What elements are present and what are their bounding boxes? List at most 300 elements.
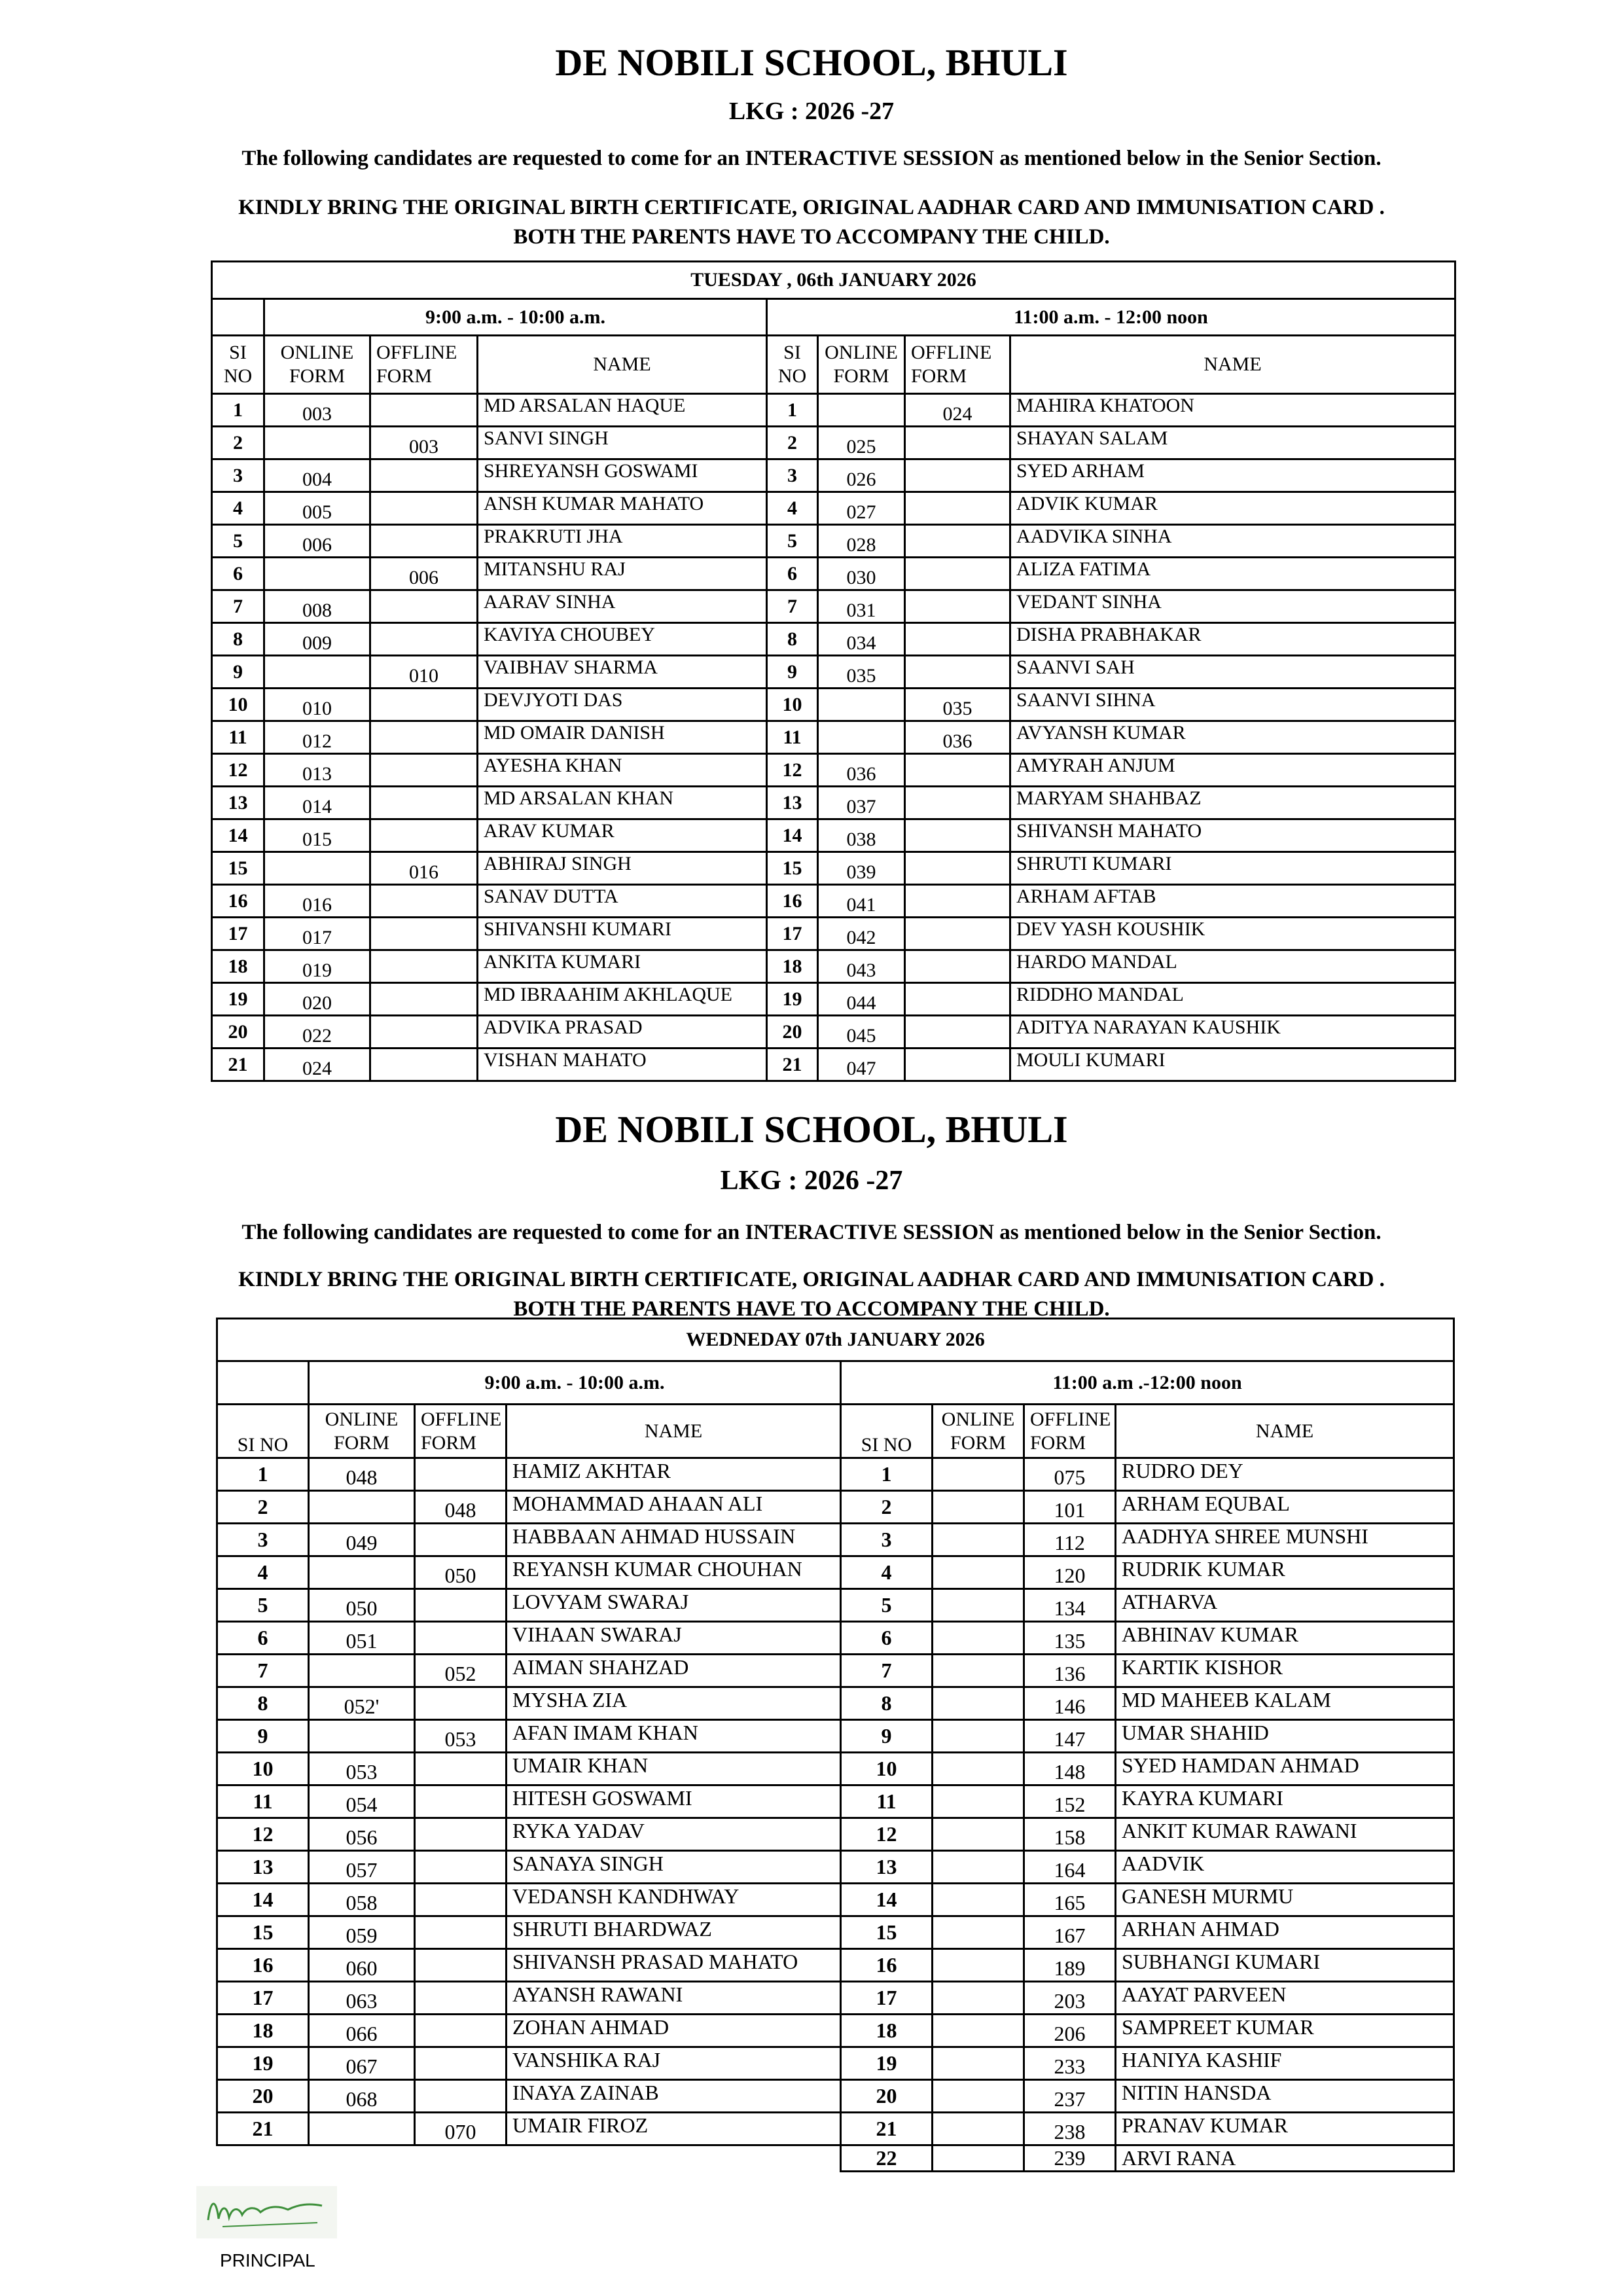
offline-form-cell <box>905 852 1010 885</box>
online-form-cell <box>933 2113 1024 2145</box>
offline-form-cell: 158 <box>1024 1818 1116 1851</box>
candidate-name-cell: AYESHA KHAN <box>478 754 767 787</box>
si-no-cell: 16 <box>841 1949 933 1982</box>
si-no-cell: 17 <box>841 1982 933 2015</box>
table-row <box>217 1818 1454 1851</box>
offline-form-cell: 238 <box>1024 2113 1116 2145</box>
si-no-header: SI NO <box>212 336 264 394</box>
offline-form-cell <box>370 721 478 754</box>
online-form-cell: 024 <box>264 1049 370 1081</box>
offline-form-cell <box>370 459 478 492</box>
si-no-cell: 8 <box>217 1687 309 1720</box>
si-no-cell: 6 <box>217 1622 309 1655</box>
si-no-cell: 1 <box>767 394 818 427</box>
school-title-2: DE NOBILI SCHOOL, BHULI <box>555 1108 1068 1151</box>
online-form-cell <box>309 1720 415 1753</box>
table-row <box>217 1556 1454 1589</box>
candidate-name-cell: AADVIK <box>1116 1851 1454 1884</box>
si-no-header: SI NO <box>841 1405 933 1458</box>
online-form-cell <box>933 2145 1024 2172</box>
online-form-cell <box>309 2113 415 2145</box>
candidate-name-cell: VIHAAN SWARAJ <box>507 1622 841 1655</box>
slot-heading-late: 11:00 a.m .-12:00 noon <box>841 1361 1454 1405</box>
candidate-name-cell: AVYANSH KUMAR <box>1010 721 1455 754</box>
offline-form-cell: 024 <box>905 394 1010 427</box>
online-form-header: ONLINE FORM <box>264 336 370 394</box>
si-no-cell: 17 <box>217 1982 309 2015</box>
offline-form-cell: 135 <box>1024 1622 1116 1655</box>
online-form-cell <box>933 1655 1024 1687</box>
online-form-cell: 022 <box>264 1016 370 1049</box>
offline-form-cell <box>905 819 1010 852</box>
si-no-cell: 19 <box>217 2047 309 2080</box>
si-no-cell: 6 <box>841 1622 933 1655</box>
si-no-cell: 3 <box>217 1524 309 1556</box>
class-title-2: LKG : 2026 -27 <box>720 1166 903 1196</box>
offline-form-cell <box>415 1753 507 1785</box>
day-heading: TUESDAY , 06th JANUARY 2026 <box>212 262 1455 299</box>
offline-form-cell <box>370 754 478 787</box>
table-row <box>217 1458 1454 1491</box>
candidate-name-cell: ANSH KUMAR MAHATO <box>478 492 767 525</box>
online-form-cell: 068 <box>309 2080 415 2113</box>
candidate-name-cell: SHIVANSH MAHATO <box>1010 819 1455 852</box>
si-no-header: SI NO <box>767 336 818 394</box>
online-form-cell: 031 <box>818 590 905 623</box>
offline-form-cell <box>905 525 1010 558</box>
online-form-cell: 063 <box>309 1982 415 2015</box>
offline-form-cell <box>370 1016 478 1049</box>
si-no-cell: 13 <box>767 787 818 819</box>
table-row <box>212 394 1455 427</box>
table-row <box>212 590 1455 623</box>
si-no-cell: 9 <box>217 1720 309 1753</box>
si-no-cell: 1 <box>841 1458 933 1491</box>
si-no-cell: 12 <box>767 754 818 787</box>
si-no-cell: 19 <box>767 983 818 1016</box>
offline-form-cell <box>370 918 478 950</box>
offline-form-cell: 152 <box>1024 1785 1116 1818</box>
empty-cell <box>217 2145 309 2172</box>
si-no-cell: 12 <box>217 1818 309 1851</box>
si-no-cell: 2 <box>212 427 264 459</box>
offline-form-header: OFFLINE FORM <box>370 336 478 394</box>
si-no-cell: 15 <box>767 852 818 885</box>
online-form-cell: 060 <box>309 1949 415 1982</box>
candidate-name-cell: ARHAM AFTAB <box>1010 885 1455 918</box>
online-form-cell <box>264 656 370 689</box>
online-form-cell <box>933 1720 1024 1753</box>
online-form-cell <box>933 1916 1024 1949</box>
empty-cell <box>507 2145 841 2172</box>
table-row <box>217 1785 1454 1818</box>
candidate-name-cell: MD MAHEEB KALAM <box>1116 1687 1454 1720</box>
online-form-cell <box>933 1818 1024 1851</box>
candidate-name-cell: MD IBRAAHIM AKHLAQUE <box>478 983 767 1016</box>
offline-form-cell <box>370 1049 478 1081</box>
online-form-cell <box>818 394 905 427</box>
candidate-name-cell: VEDANSH KANDHWAY <box>507 1884 841 1916</box>
offline-form-cell <box>370 950 478 983</box>
candidate-name-cell: MOULI KUMARI <box>1010 1049 1455 1081</box>
si-no-cell: 21 <box>841 2113 933 2145</box>
candidate-name-cell: ARHAN AHMAD <box>1116 1916 1454 1949</box>
si-no-cell: 5 <box>841 1589 933 1622</box>
si-no-cell: 10 <box>217 1753 309 1785</box>
table-row <box>212 689 1455 721</box>
si-no-cell: 3 <box>212 459 264 492</box>
online-form-cell: 053 <box>309 1753 415 1785</box>
online-form-cell: 052' <box>309 1687 415 1720</box>
si-no-cell: 5 <box>212 525 264 558</box>
table-row <box>217 1982 1454 2015</box>
offline-form-cell <box>415 1884 507 1916</box>
si-no-cell: 18 <box>841 2015 933 2047</box>
candidate-name-cell: RUDRO DEY <box>1116 1458 1454 1491</box>
si-no-cell: 11 <box>212 721 264 754</box>
offline-form-cell: 048 <box>415 1491 507 1524</box>
offline-form-cell: 035 <box>905 689 1010 721</box>
table-row <box>217 1916 1454 1949</box>
si-no-cell: 9 <box>212 656 264 689</box>
si-no-cell: 15 <box>841 1916 933 1949</box>
offline-form-cell <box>415 1916 507 1949</box>
online-form-cell <box>933 2047 1024 2080</box>
candidate-name-cell: ABHIRAJ SINGH <box>478 852 767 885</box>
online-form-cell: 003 <box>264 394 370 427</box>
candidate-name-cell: GANESH MURMU <box>1116 1884 1454 1916</box>
si-no-cell: 14 <box>841 1884 933 1916</box>
candidate-name-cell: AARAV SINHA <box>478 590 767 623</box>
si-no-cell: 13 <box>217 1851 309 1884</box>
candidate-name-cell: AADHYA SHREE MUNSHI <box>1116 1524 1454 1556</box>
candidate-name-cell: HABBAAN AHMAD HUSSAIN <box>507 1524 841 1556</box>
online-form-cell <box>818 721 905 754</box>
offline-form-cell <box>370 492 478 525</box>
si-no-cell: 9 <box>841 1720 933 1753</box>
online-form-cell <box>933 1491 1024 1524</box>
offline-form-cell <box>370 819 478 852</box>
online-form-cell <box>933 1622 1024 1655</box>
online-form-cell: 047 <box>818 1049 905 1081</box>
online-form-cell: 012 <box>264 721 370 754</box>
si-no-cell: 7 <box>767 590 818 623</box>
si-no-cell: 7 <box>841 1655 933 1687</box>
online-form-header: ONLINE FORM <box>309 1405 415 1458</box>
online-form-cell <box>933 1556 1024 1589</box>
day-heading: WEDNEDAY 07th JANUARY 2026 <box>217 1319 1454 1361</box>
si-no-header: SI NO <box>217 1405 309 1458</box>
offline-form-cell: 167 <box>1024 1916 1116 1949</box>
offline-form-cell <box>415 1818 507 1851</box>
offline-form-cell <box>415 1687 507 1720</box>
candidate-name-cell: SHRUTI KUMARI <box>1010 852 1455 885</box>
online-form-cell: 045 <box>818 1016 905 1049</box>
si-no-cell: 8 <box>841 1687 933 1720</box>
offline-form-cell: 134 <box>1024 1589 1116 1622</box>
table-row <box>217 1655 1454 1687</box>
candidate-name-cell: KARTIK KISHOR <box>1116 1655 1454 1687</box>
si-no-cell: 5 <box>217 1589 309 1622</box>
online-form-cell: 041 <box>818 885 905 918</box>
candidate-name-cell: SHAYAN SALAM <box>1010 427 1455 459</box>
online-form-cell <box>933 1687 1024 1720</box>
online-form-cell: 067 <box>309 2047 415 2080</box>
offline-form-cell <box>905 427 1010 459</box>
online-form-cell <box>933 1753 1024 1785</box>
school-title-1: DE NOBILI SCHOOL, BHULI <box>555 41 1068 84</box>
offline-form-cell <box>415 2080 507 2113</box>
online-form-cell: 039 <box>818 852 905 885</box>
offline-form-cell: 112 <box>1024 1524 1116 1556</box>
offline-form-header: OFFLINE FORM <box>1024 1405 1116 1458</box>
si-no-cell: 17 <box>212 918 264 950</box>
si-no-cell: 3 <box>841 1524 933 1556</box>
candidate-name-cell: KAYRA KUMARI <box>1116 1785 1454 1818</box>
offline-form-cell <box>905 492 1010 525</box>
online-form-cell: 037 <box>818 787 905 819</box>
si-no-cell: 11 <box>767 721 818 754</box>
table-row <box>217 1589 1454 1622</box>
si-no-cell: 10 <box>841 1753 933 1785</box>
si-no-cell: 8 <box>767 623 818 656</box>
table-row <box>212 918 1455 950</box>
offline-form-cell: 036 <box>905 721 1010 754</box>
candidate-name-cell: MOHAMMAD AHAAN ALI <box>507 1491 841 1524</box>
online-form-cell: 044 <box>818 983 905 1016</box>
si-no-cell: 2 <box>841 1491 933 1524</box>
offline-form-cell <box>370 885 478 918</box>
table-row <box>217 2113 1454 2145</box>
name-header: NAME <box>1010 336 1455 394</box>
si-no-cell: 4 <box>212 492 264 525</box>
si-no-cell: 20 <box>767 1016 818 1049</box>
si-no-cell: 15 <box>217 1916 309 1949</box>
online-form-cell <box>933 1524 1024 1556</box>
table-row <box>212 656 1455 689</box>
offline-form-cell: 120 <box>1024 1556 1116 1589</box>
intro-text-2: The following candidates are requested to come for an INTERACTIVE SESSION as mentioned below in the Senior Section. <box>241 1221 1382 1244</box>
offline-form-cell <box>370 689 478 721</box>
si-no-cell: 12 <box>212 754 264 787</box>
candidate-name-cell: HAMIZ AKHTAR <box>507 1458 841 1491</box>
table-row <box>217 1851 1454 1884</box>
table-row <box>217 1622 1454 1655</box>
offline-form-cell <box>415 2047 507 2080</box>
online-form-cell: 017 <box>264 918 370 950</box>
offline-form-cell: 006 <box>370 558 478 590</box>
candidate-name-cell: DISHA PRABHAKAR <box>1010 623 1455 656</box>
online-form-cell: 034 <box>818 623 905 656</box>
online-form-cell <box>264 852 370 885</box>
si-no-cell: 2 <box>217 1491 309 1524</box>
si-no-cell: 20 <box>212 1016 264 1049</box>
candidate-name-cell: ANKIT KUMAR RAWANI <box>1116 1818 1454 1851</box>
si-no-cell: 18 <box>217 2015 309 2047</box>
offline-form-cell: 016 <box>370 852 478 885</box>
si-no-cell: 20 <box>217 2080 309 2113</box>
online-form-cell: 048 <box>309 1458 415 1491</box>
offline-form-cell: 164 <box>1024 1851 1116 1884</box>
offline-form-cell <box>415 1785 507 1818</box>
table-row <box>217 1524 1454 1556</box>
si-no-cell: 17 <box>767 918 818 950</box>
online-form-header: ONLINE FORM <box>933 1405 1024 1458</box>
table-row <box>217 2145 1454 2172</box>
si-no-cell: 1 <box>212 394 264 427</box>
si-no-cell: 1 <box>217 1458 309 1491</box>
offline-form-cell: 148 <box>1024 1753 1116 1785</box>
online-form-cell: 014 <box>264 787 370 819</box>
si-no-cell: 16 <box>767 885 818 918</box>
candidate-name-cell: VANSHIKA RAJ <box>507 2047 841 2080</box>
candidate-name-cell: NITIN HANSDA <box>1116 2080 1454 2113</box>
si-no-cell: 4 <box>217 1556 309 1589</box>
online-form-cell: 016 <box>264 885 370 918</box>
offline-form-cell <box>370 983 478 1016</box>
candidate-name-cell: AAYAT PARVEEN <box>1116 1982 1454 2015</box>
candidate-name-cell: ADVIKA PRASAD <box>478 1016 767 1049</box>
online-form-cell <box>933 1982 1024 2015</box>
offline-form-cell: 101 <box>1024 1491 1116 1524</box>
candidate-name-cell: INAYA ZAINAB <box>507 2080 841 2113</box>
offline-form-cell <box>370 525 478 558</box>
online-form-header: ONLINE FORM <box>818 336 905 394</box>
offline-form-cell <box>905 558 1010 590</box>
candidate-name-cell: SANAV DUTTA <box>478 885 767 918</box>
table-row <box>212 819 1455 852</box>
online-form-cell: 036 <box>818 754 905 787</box>
candidate-name-cell: ARAV KUMAR <box>478 819 767 852</box>
offline-form-cell <box>905 656 1010 689</box>
candidate-name-cell: SANAYA SINGH <box>507 1851 841 1884</box>
table-row <box>212 1049 1455 1081</box>
offline-form-header: OFFLINE FORM <box>415 1405 507 1458</box>
candidate-name-cell: LOVYAM SWARAJ <box>507 1589 841 1622</box>
candidate-name-cell: UMAIR FIROZ <box>507 2113 841 2145</box>
table-row <box>212 754 1455 787</box>
si-no-cell: 7 <box>217 1655 309 1687</box>
offline-form-cell <box>905 787 1010 819</box>
si-no-cell: 2 <box>767 427 818 459</box>
candidate-name-cell: AMYRAH ANJUM <box>1010 754 1455 787</box>
offline-form-cell: 136 <box>1024 1655 1116 1687</box>
offline-form-cell <box>415 1622 507 1655</box>
table-row <box>212 787 1455 819</box>
offline-form-cell <box>905 885 1010 918</box>
online-form-cell <box>933 1851 1024 1884</box>
si-no-cell: 4 <box>841 1556 933 1589</box>
online-form-cell: 025 <box>818 427 905 459</box>
online-form-cell: 004 <box>264 459 370 492</box>
instruction-line-1a: KINDLY BRING THE ORIGINAL BIRTH CERTIFICATE, ORIGINAL AADHAR CARD AND IMMUNISATION CARD . <box>238 196 1385 219</box>
principal-signature <box>196 2186 337 2238</box>
candidate-name-cell: SANVI SINGH <box>478 427 767 459</box>
candidate-name-cell: ANKITA KUMARI <box>478 950 767 983</box>
offline-form-cell: 233 <box>1024 2047 1116 2080</box>
offline-form-cell <box>415 1589 507 1622</box>
offline-form-cell <box>905 754 1010 787</box>
online-form-cell: 043 <box>818 950 905 983</box>
offline-form-cell: 052 <box>415 1655 507 1687</box>
offline-form-cell <box>415 1949 507 1982</box>
candidate-name-cell: SHIVANSHI KUMARI <box>478 918 767 950</box>
online-form-cell: 013 <box>264 754 370 787</box>
online-form-cell <box>933 2015 1024 2047</box>
online-form-cell: 035 <box>818 656 905 689</box>
table-row <box>212 1016 1455 1049</box>
online-form-cell <box>264 427 370 459</box>
candidate-name-cell: ADVIK KUMAR <box>1010 492 1455 525</box>
offline-form-cell <box>905 918 1010 950</box>
candidate-name-cell: UMAIR KHAN <box>507 1753 841 1785</box>
online-form-cell: 020 <box>264 983 370 1016</box>
candidate-name-cell: SAMPREET KUMAR <box>1116 2015 1454 2047</box>
empty-cell <box>309 2145 415 2172</box>
online-form-cell <box>309 1556 415 1589</box>
si-no-cell: 22 <box>841 2145 933 2172</box>
offline-form-cell: 206 <box>1024 2015 1116 2047</box>
offline-form-cell <box>905 983 1010 1016</box>
offline-form-cell <box>370 787 478 819</box>
si-no-cell: 12 <box>841 1818 933 1851</box>
slot-heading-morning: 9:00 a.m. - 10:00 a.m. <box>264 299 767 336</box>
table-row <box>212 492 1455 525</box>
online-form-cell: 009 <box>264 623 370 656</box>
si-no-cell: 15 <box>212 852 264 885</box>
empty-cell <box>415 2145 507 2172</box>
offline-form-cell <box>370 623 478 656</box>
candidate-name-cell: VISHAN MAHATO <box>478 1049 767 1081</box>
candidate-name-cell: ALIZA FATIMA <box>1010 558 1455 590</box>
offline-form-cell: 075 <box>1024 1458 1116 1491</box>
si-no-cell: 11 <box>841 1785 933 1818</box>
intro-text-1: The following candidates are requested to come for an INTERACTIVE SESSION as mentioned below in the Senior Section. <box>241 147 1382 170</box>
si-no-cell: 10 <box>212 689 264 721</box>
si-no-cell: 4 <box>767 492 818 525</box>
online-form-cell: 057 <box>309 1851 415 1884</box>
table-row <box>217 1884 1454 1916</box>
si-no-cell: 6 <box>212 558 264 590</box>
candidate-name-cell: HANIYA KASHIF <box>1116 2047 1454 2080</box>
table-row <box>212 525 1455 558</box>
si-no-cell: 14 <box>212 819 264 852</box>
online-form-cell <box>309 1491 415 1524</box>
table-row <box>212 885 1455 918</box>
candidate-name-cell: REYANSH KUMAR CHOUHAN <box>507 1556 841 1589</box>
instruction-line-1b: BOTH THE PARENTS HAVE TO ACCOMPANY THE CHILD. <box>513 225 1110 249</box>
si-no-cell: 11 <box>217 1785 309 1818</box>
si-no-cell: 21 <box>212 1049 264 1081</box>
si-no-cell: 5 <box>767 525 818 558</box>
online-form-cell: 005 <box>264 492 370 525</box>
offline-form-cell <box>905 459 1010 492</box>
offline-form-cell <box>905 623 1010 656</box>
table-row <box>212 950 1455 983</box>
si-no-cell: 13 <box>212 787 264 819</box>
offline-form-cell: 237 <box>1024 2080 1116 2113</box>
candidate-name-cell: SHREYANSH GOSWAMI <box>478 459 767 492</box>
online-form-cell <box>818 689 905 721</box>
table-row <box>217 2080 1454 2113</box>
table-row <box>212 558 1455 590</box>
si-no-cell: 13 <box>841 1851 933 1884</box>
offline-form-header: OFFLINE FORM <box>905 336 1010 394</box>
offline-form-cell <box>415 2015 507 2047</box>
online-form-cell: 066 <box>309 2015 415 2047</box>
candidate-name-cell: RUDRIK KUMAR <box>1116 1556 1454 1589</box>
online-form-cell: 059 <box>309 1916 415 1949</box>
